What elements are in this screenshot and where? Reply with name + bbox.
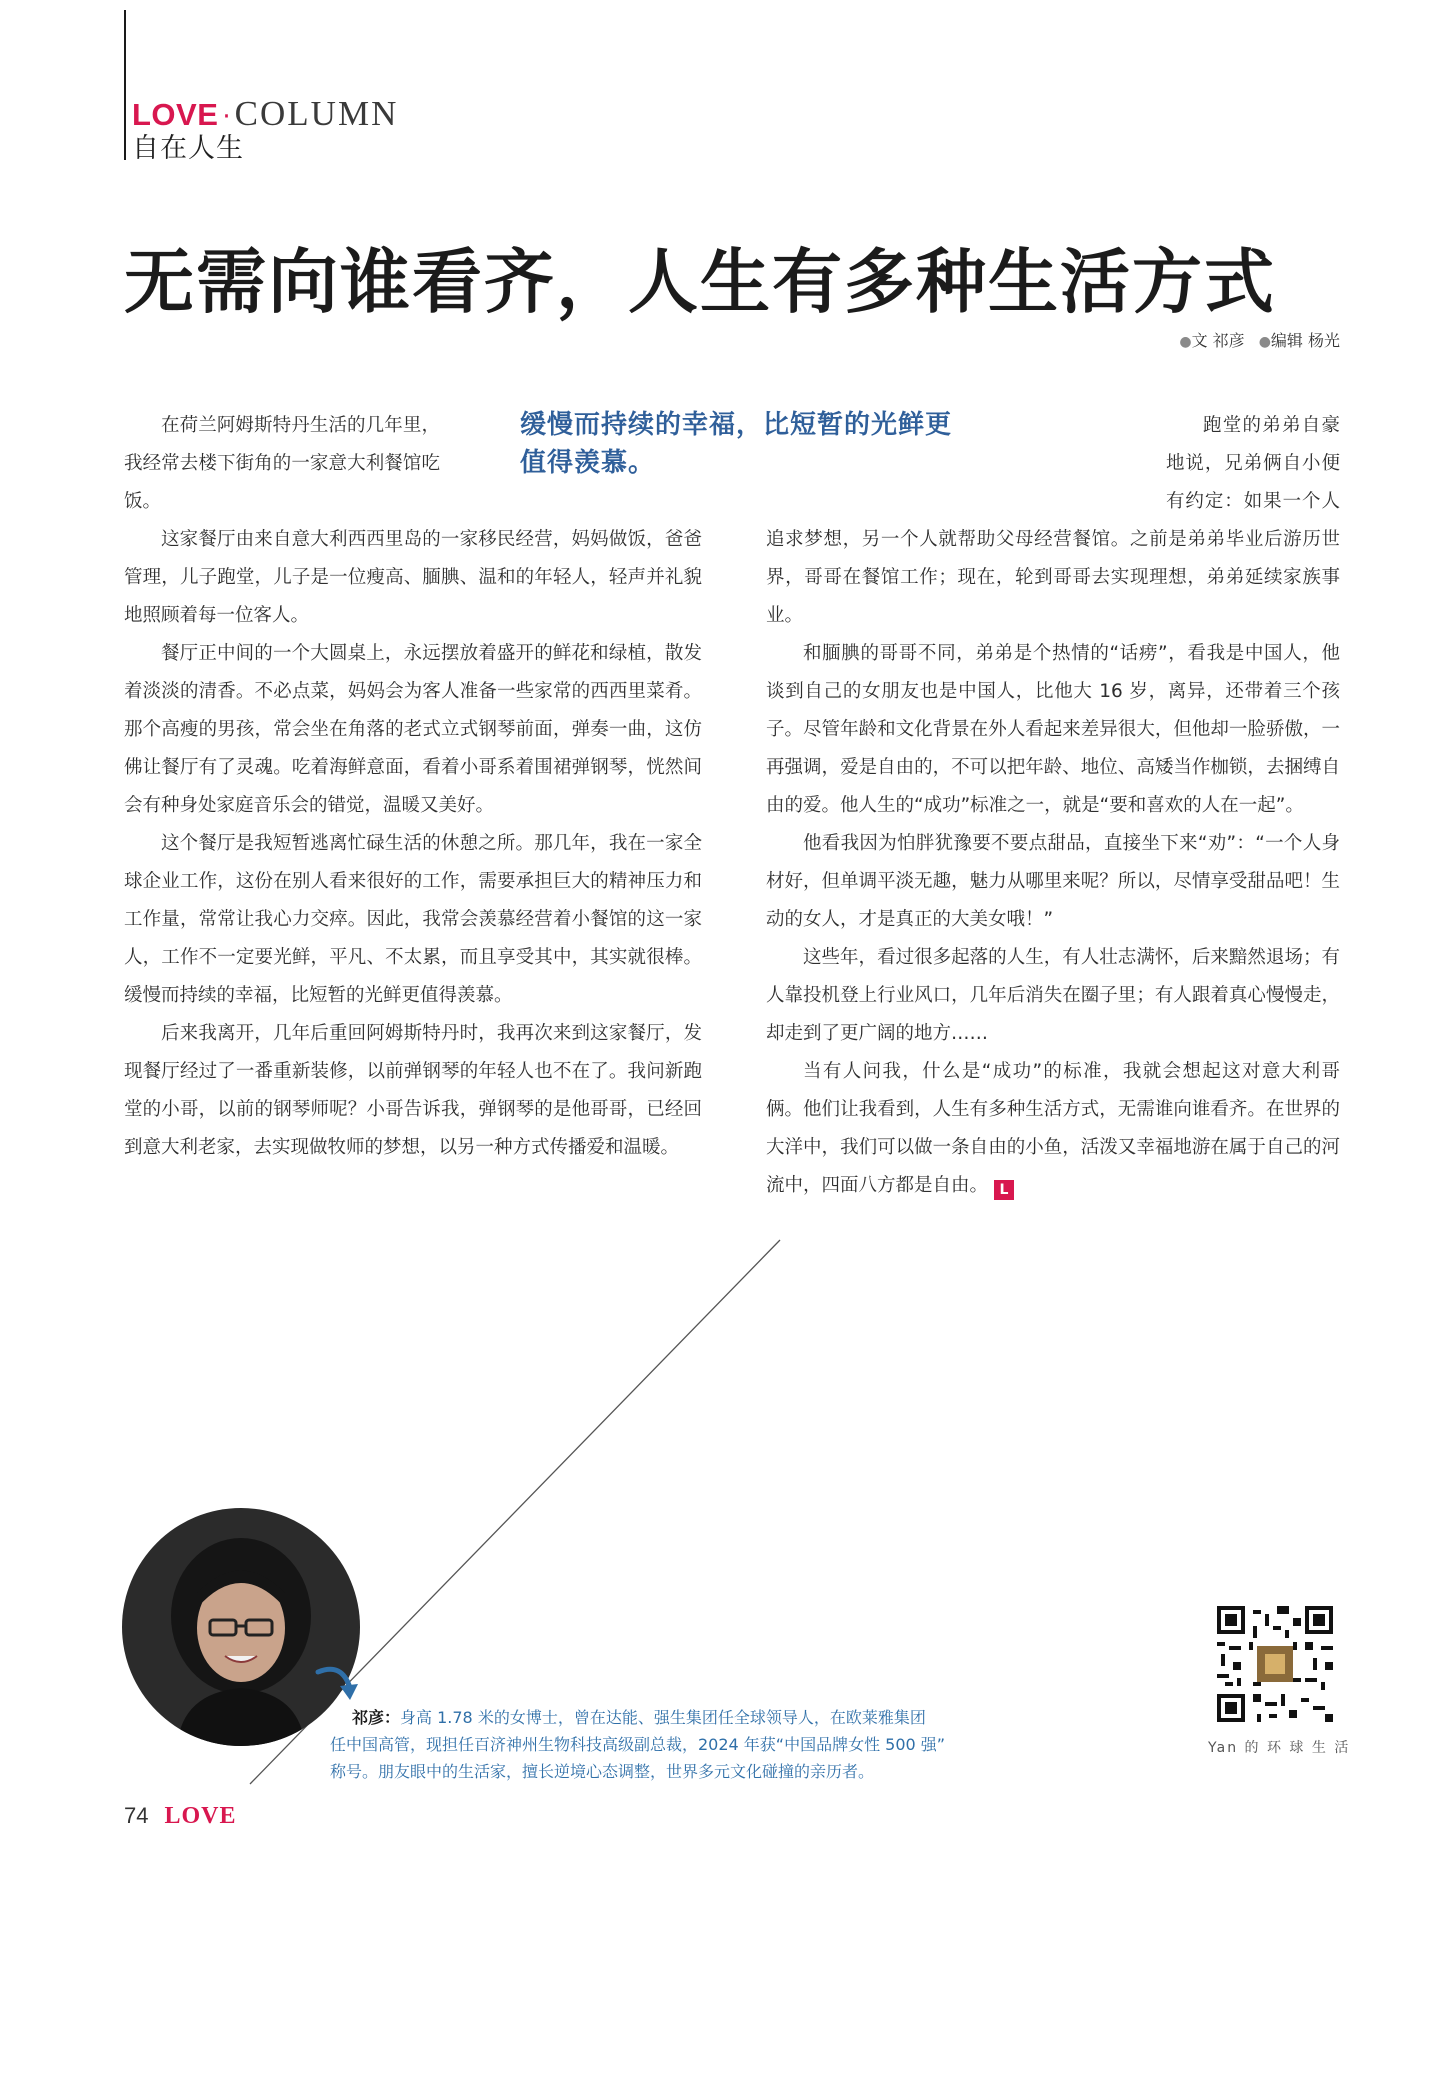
paragraph-text: 当有人问我，什么是“成功”的标准，我就会想起这对意大利哥俩。他们让我看到，人生有多种生活方式，无需谁向谁看齐。在世界的大洋中，我们可以做一条自由的小鱼，活泼又幸福地游在属于自己的河流中，四面八方都是自由。 xyxy=(766,1061,1340,1196)
pull-quote: 缓慢而持续的幸福，比短暂的光鲜更值得羡慕。 xyxy=(520,410,953,478)
arrow-icon xyxy=(312,1660,372,1708)
paragraph: 这个餐厅是我短暂逃离忙碌生活的休憩之所。那几年，我在一家全球企业工作，这份在别人看来很好的工作，需要承担巨大的精神压力和工作量，常常让我心力交瘁。因此，我常会羡慕经营着小餐馆的这一家人，工作不一定要光鲜，平凡、不太累，而且享受其中，其实就很棒。缓慢而持续的幸福，比短暂的光鲜更值得羡慕。 xyxy=(124,833,702,1006)
author-photo xyxy=(122,1508,360,1746)
qr-caption: Yan 的 环 球 生 活 xyxy=(1208,1740,1351,1756)
bio-line: 任中国高管，现担任百济神州生物科技高级副总裁，2024 年获“中国品牌女性 500 强” xyxy=(330,1735,946,1754)
magazine-name: LOVE xyxy=(164,1803,237,1829)
bio-line: 称号。朋友眼中的生活家，擅长逆境心态调整，世界多元文化碰撞的亲历者。 xyxy=(330,1762,875,1781)
paragraph: 这家餐厅由来自意大利西西里岛的一家移民经营，妈妈做饭，爸爸管理，儿子跑堂，儿子是一位瘦高、腼腆、温和的年轻人，轻声并礼貌地照顾着每一位客人。 xyxy=(124,529,702,626)
byline-author: 文 祁彦 xyxy=(1191,331,1245,350)
byline-bullet-icon: ● xyxy=(1258,334,1271,350)
bio-line xyxy=(330,1704,970,1731)
paragraph: 和腼腆的哥哥不同，弟弟是个热情的“话痨”，看我是中国人，他谈到自己的女朋友也是中国人，比他大 16 岁，离异，还带着三个孩子。尽管年龄和文化背景在外人看起来差异很大，但他却一脸骄傲，一再强调，爱是自由的，不可以把年龄、地位、高矮当作枷锁，去捆缚自由的爱。他人生的“成功”标准之一，就是“要和喜欢的人在一起”。 xyxy=(766,643,1340,816)
article-title: 无需向谁看齐，人生有多种生活方式 xyxy=(124,241,1276,323)
page-number: 74 xyxy=(124,1803,149,1828)
author-name: 祁彦： xyxy=(352,1708,401,1727)
byline-editor: 编辑 杨光 xyxy=(1270,331,1340,350)
end-mark-icon: L xyxy=(994,1180,1014,1200)
paragraph: 餐厅正中间的一个大圆桌上，永远摆放着盛开的鲜花和绿植，散发着淡淡的清香。不必点菜，妈妈会为客人准备一些家常的西西里菜肴。那个高瘦的男孩，常会坐在角落的老式立式钢琴前面，弹奏一曲，这仿佛让餐厅有了灵魂。吃着海鲜意面，看着小哥系着围裙弹钢琴，恍然间会有种身处家庭音乐会的错觉，温暖又美好。 xyxy=(124,643,702,816)
paragraph: 后来我离开，几年后重回阿姆斯特丹时，我再次来到这家餐厅，发现餐厅经过了一番重新装修，以前弹钢琴的年轻人也不在了。我问新跑堂的小哥，以前的钢琴师呢？小哥告诉我，弹钢琴的是他哥哥，已经回到意大利老家，去实现做牧师的梦想，以另一种方式传播爱和温暖。 xyxy=(124,1023,702,1158)
masthead-dot: · xyxy=(222,102,231,132)
bio-text: 身高 1.78 米的女博士，曾在达能、强生集团任全球领导人，在欧莱雅集团 xyxy=(400,1708,926,1727)
qr-code-icon xyxy=(1217,1606,1333,1722)
masthead-subtitle: 自在人生 xyxy=(132,133,244,164)
paragraph: 跑堂的弟弟自豪地说，兄弟俩自小便有约定：如果一个人追求梦想，另一个人就帮助父母经营餐馆。之前是弟弟毕业后游历世界，哥哥在餐馆工作；现在，轮到哥哥去实现理想，弟弟延续家族事业。 xyxy=(766,415,1340,626)
author-bio xyxy=(330,1704,970,1785)
masthead-love: LOVE xyxy=(132,97,219,132)
masthead-column: COLUMN xyxy=(234,94,399,133)
paragraph: 在荷兰阿姆斯特丹生活的几年里，我经常去楼下街角的一家意大利餐馆吃饭。 xyxy=(124,415,440,512)
page-footer xyxy=(124,1803,237,1830)
paragraph: 他看我因为怕胖犹豫要不要点甜品，直接坐下来“劝”：“一个人身材好，但单调平淡无趣，魅力从哪里来呢？所以，尽情享受甜品吧！生动的女人，才是真正的大美女哦！” xyxy=(766,833,1340,930)
byline-bullet-icon: ● xyxy=(1179,334,1192,350)
paragraph: 这些年，看过很多起落的人生，有人壮志满怀，后来黯然退场；有人靠投机登上行业风口，几年后消失在圈子里；有人跟着真心慢慢走，却走到了更广阔的地方…… xyxy=(766,947,1340,1044)
